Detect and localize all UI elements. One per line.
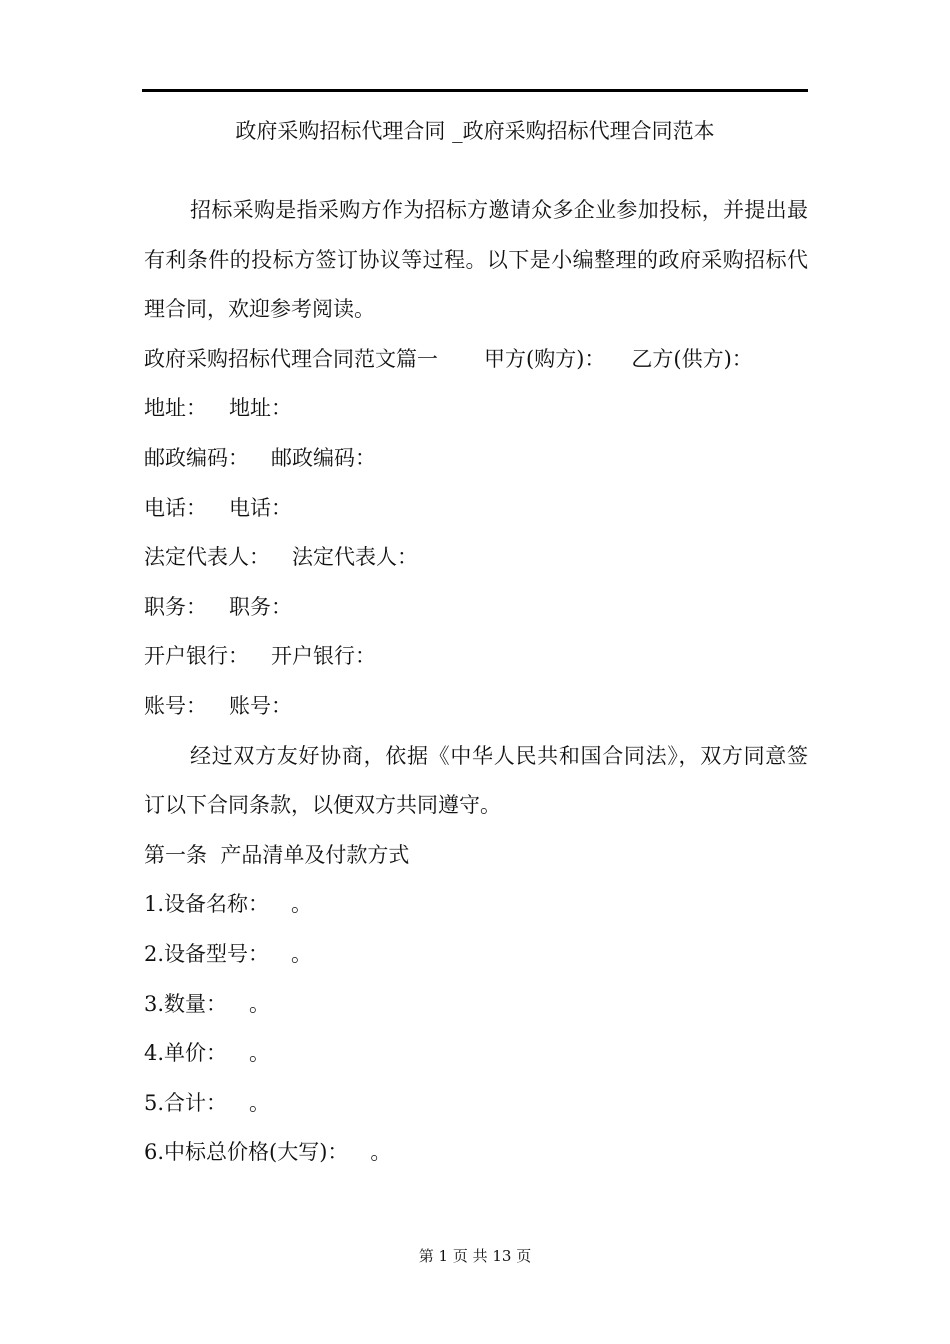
party-a-field: 法定代表人：: [144, 545, 270, 570]
party-b-field: 地址：: [229, 396, 292, 421]
item-label: 1.设备名称：: [144, 892, 270, 917]
section-heading-line: [144, 335, 808, 385]
party-b-field: 开户银行：: [271, 644, 376, 669]
list-item: [144, 930, 808, 980]
field-row-phone: [144, 484, 808, 534]
party-a-field: 地址：: [144, 396, 207, 421]
item-label: 6.中标总价格(大写)：: [144, 1140, 349, 1165]
field-row-account: [144, 682, 808, 732]
item-label: 3.数量：: [144, 991, 228, 1016]
header-rule: [142, 89, 808, 92]
party-b-field: 账号：: [229, 693, 292, 718]
party-a-field: 开户银行：: [144, 644, 249, 669]
party-a-field: 职务：: [144, 594, 207, 619]
list-item: [144, 980, 808, 1030]
page-number: 第 1 页 共 13 页: [418, 1247, 532, 1265]
party-a-label: 甲方(购方)：: [484, 346, 606, 371]
list-item: [144, 1128, 808, 1178]
document-title: 政府采购招标代理合同 _政府采购招标代理合同范本: [235, 119, 715, 143]
party-b-field: 电话：: [229, 495, 292, 520]
item-value: 。: [249, 1090, 271, 1115]
agreement-paragraph: 经过双方友好协商，依据《中华人民共和国合同法》，双方同意签订以下合同条款，以便双方共同遵守。: [144, 743, 808, 818]
field-row-postcode: [144, 434, 808, 484]
intro-paragraph: 招标采购是指采购方作为招标方邀请众多企业参加投标，并提出最有利条件的投标方签订协议等过程。以下是小编整理的政府采购招标代理合同，欢迎参考阅读。: [144, 198, 808, 322]
field-row-position: [144, 583, 808, 633]
party-b-field: 邮政编码：: [271, 445, 376, 470]
party-b-field: 法定代表人：: [292, 545, 418, 570]
item-value: 。: [249, 991, 271, 1016]
party-a-field: 邮政编码：: [144, 445, 249, 470]
document-body: [144, 186, 808, 1178]
list-item: [144, 880, 808, 930]
party-b-label: 乙方(供方)：: [631, 346, 753, 371]
party-a-field: 电话：: [144, 495, 207, 520]
article-heading: 第一条 产品清单及付款方式: [144, 842, 410, 867]
item-label: 2.设备型号：: [144, 941, 270, 966]
party-a-field: 账号：: [144, 693, 207, 718]
field-row-address: [144, 384, 808, 434]
item-value: 。: [291, 892, 313, 917]
section-heading: 政府采购招标代理合同范文篇一: [144, 346, 438, 371]
item-label: 4.单价：: [144, 1041, 228, 1066]
list-item: [144, 1079, 808, 1129]
item-value: 。: [249, 1041, 271, 1066]
field-row-bank: [144, 632, 808, 682]
item-value: 。: [370, 1140, 392, 1165]
party-b-field: 职务：: [229, 594, 292, 619]
item-label: 5.合计：: [144, 1090, 228, 1115]
item-value: 。: [291, 941, 313, 966]
list-item: [144, 1029, 808, 1079]
field-row-legal-rep: [144, 533, 808, 583]
